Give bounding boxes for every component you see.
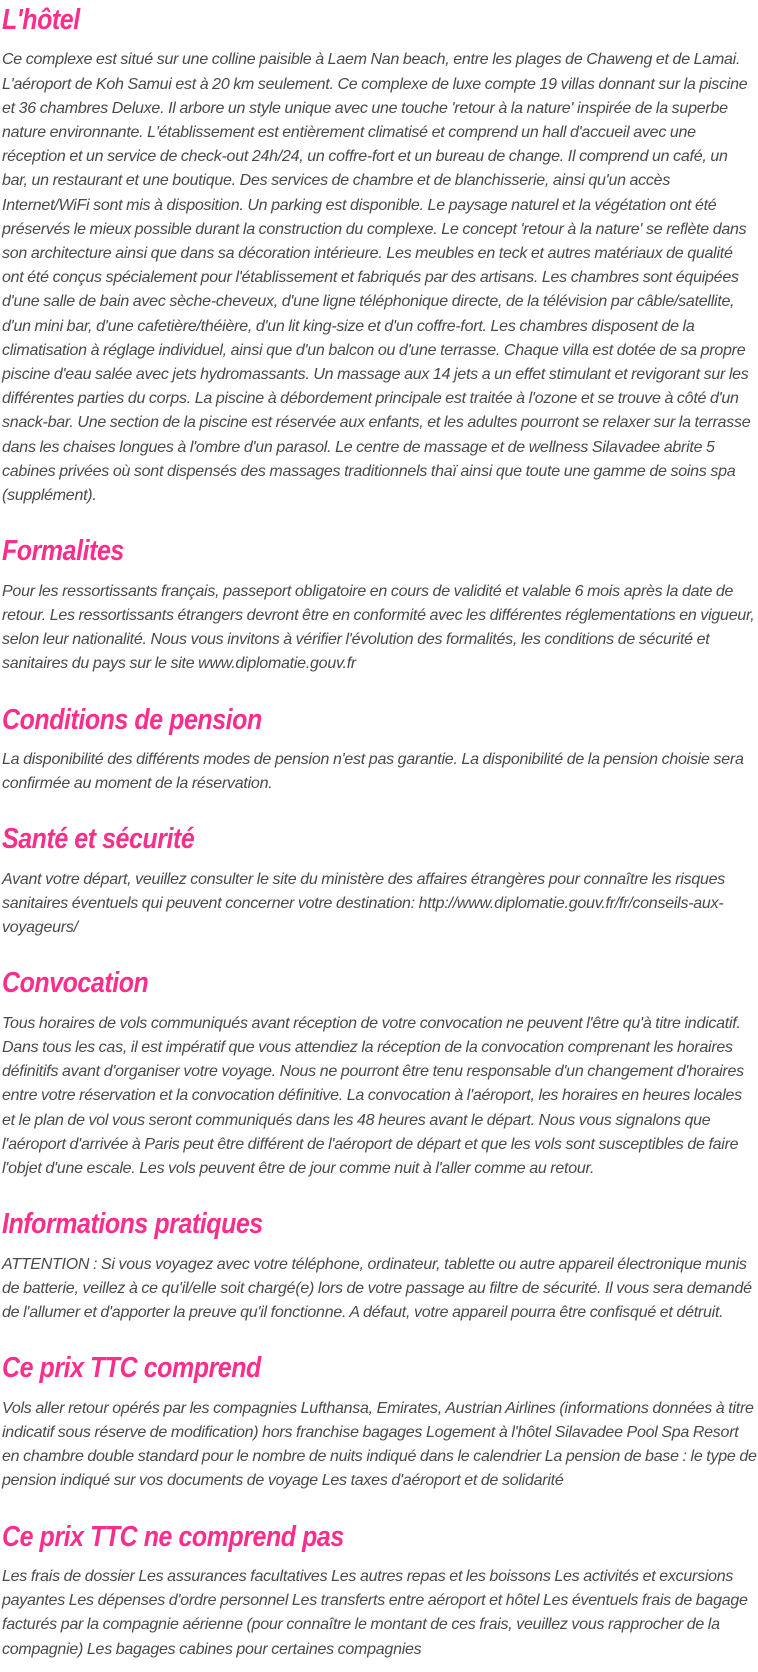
section-title-convocation: Convocation	[2, 967, 149, 1000]
section-body-convocation: Tous horaires de vols communiqués avant réception de votre convocation ne peuvent l'être qu'à titre indicatif. Dans tous les cas, il est impératif que vous attendiez la réception de la convocation comprenant les horaires définitifs avant d'organiser votre voyage. Nous ne pourront être tenu responsable d'un changement d'horaires entre votre réservation et la convocation définitive. La convocation à l'aéroport, les horaires en heures locales et le plan de vol vous seront communiqués dans les 48 heures avant le départ. Nous vous signalons que l'aéroport d'arrivée à Paris peut être différent de l'aéroport de départ et que les vols sont susceptibles de faire l'objet d'une escale. Les vols peuvent être de jour comme nuit à l'aller comme au retour.	[2, 1014, 744, 1178]
section-title-formalites: Formalites	[2, 535, 124, 568]
section-conditions-de-pension	[2, 705, 757, 797]
section-body-conditions-de-pension: La disponibilité des différents modes de pension n'est pas garantie. La disponibilité de la pension choisie sera confirmée au moment de la réservation.	[2, 750, 744, 793]
section-body-sante-et-securite: Avant votre départ, veuillez consulter le site du ministère des affaires étrangères pour connaître les risques sanitaires éventuels qui peuvent concerner votre destination: http://www.diplomatie.gouv.fr/fr/conseils-aux-voyageurs/	[2, 870, 726, 937]
section-title-prix-ttc-ne-comprend-pas: Ce prix TTC ne comprend pas	[2, 1520, 344, 1553]
section-informations-pratiques	[2, 1209, 757, 1325]
section-convocation	[2, 968, 757, 1181]
section-body-prix-ttc-comprend: Vols aller retour opérés par les compagnies Lufthansa, Emirates, Austrian Airlines (informations données à titre indicatif sous réserve de modification) hors franchise bagages Logement à l'hôtel Silavadee Pool Spa Resort en chambre double standard pour le nombre de nuits indiqué dans le calendrier La pension de base : le type de pension indiqué sur vos documents de voyage Les taxes d'aéroport et de solidarité	[2, 1399, 757, 1490]
section-sante-et-securite	[2, 824, 757, 940]
section-formalites	[2, 536, 757, 676]
section-body-informations-pratiques: ATTENTION : Si vous voyagez avec votre téléphone, ordinateur, tablette ou autre appareil électronique munis de batterie, veillez à ce qu'il/elle soit chargé(e) lors de votre passage au filtre de sécurité. Il vous sera demandé de l'allumer et d'apporter la preuve qu'il fonctionne. A défaut, votre appareil pourra être confisqué et détruit.	[2, 1255, 752, 1322]
section-body-prix-ttc-ne-comprend-pas: Les frais de dossier Les assurances facultatives Les autres repas et les boissons Les activités et excursions payantes Les dépenses d'ordre personnel Les transferts entre aéroport et hôtel Les éventuels frais de bagage facturés par la compagnie aérienne (pour connaître le montant de ces frais, veuillez vous rapprocher de la compagnie) Les bagages cabines pour certaines compagnies	[2, 1568, 748, 1658]
section-prix-ttc-ne-comprend-pas	[2, 1522, 757, 1662]
section-body-hotel: Ce complexe est situé sur une colline paisible à Laem Nan beach, entre les plages de Chaweng et de Lamai. L'aéroport de Koh Samui est à 20 km seulement. Ce complexe de luxe compte 19 villas donnant sur la piscine et 36 chambres Deluxe. Il arbore un style unique avec une touche 'retour à la nature' inspirée de la superbe nature environnante. L'établissement est entièrement climatisé et comprend un hall d'accueil avec une réception et un service de check-out 24h/24, un coffre-fort et un bureau de change. Il comprend un café, un bar, un restaurant et une boutique. Des services de chambre et de blanchisserie, ainsi qu'un accès Internet/WiFi sont mis à disposition. Un parking est disponible. Le paysage naturel et la végétation ont été préservés le mieux possible durant la construction du complexe. Le concept 'retour à la nature' se reflète dans son architecture ainsi que dans sa décoration intérieure. Les meubles en teck et autres matériaux de qualité ont été conçus spécialement pour l'établissement et fabriqués par des artisans. Les chambres sont équipées d'une salle de bain avec sèche-cheveux, d'une ligne téléphonique directe, de la télévision par câble/satellite, d'un mini bar, d'une cafetière/théière, d'un lit king-size et d'un coffre-fort. Les chambres disposent de la climatisation à réglage individuel, ainsi que d'un balcon ou d'une terrasse. Chaque villa est dotée de sa propre piscine d'eau salée avec jets hydromassants. Un massage aux 14 jets a un effet stimulant et revigorant sur les différentes parties du corps. La piscine à débordement principale est traitée à l'ozone et se trouve à côté d'un snack-bar. Une section de la piscine est réservée aux enfants, et les adultes pourront se relaxer sur la terrasse dans les chaises longues à l'ombre d'un parasol. Le centre de massage et de wellness Silavadee abrite 5 cabines privées où sont dispensés des massages traditionnels thaï ainsi que toute une gamme de soins spa (supplément).	[2, 51, 751, 505]
section-body-formalites: Pour les ressortissants français, passeport obligatoire en cours de validité et valable 6 mois après la date de retour. Les ressortissants étrangers devront être en conformité avec les différentes réglementations en vigueur, selon leur nationalité. Nous vous invitons à vérifier l'évolution des formalités, les conditions de sécurité et sanitaires du pays sur le site www.diplomatie.gouv.fr	[2, 582, 755, 673]
section-title-sante-et-securite: Santé et sécurité	[2, 823, 195, 856]
section-title-hotel: L'hôtel	[2, 4, 80, 36]
section-prix-ttc-comprend	[2, 1353, 757, 1493]
section-title-conditions-de-pension: Conditions de pension	[2, 703, 262, 736]
section-title-prix-ttc-comprend: Ce prix TTC comprend	[2, 1352, 261, 1385]
section-title-informations-pratiques: Informations pratiques	[2, 1208, 263, 1241]
section-hotel	[2, 5, 757, 508]
